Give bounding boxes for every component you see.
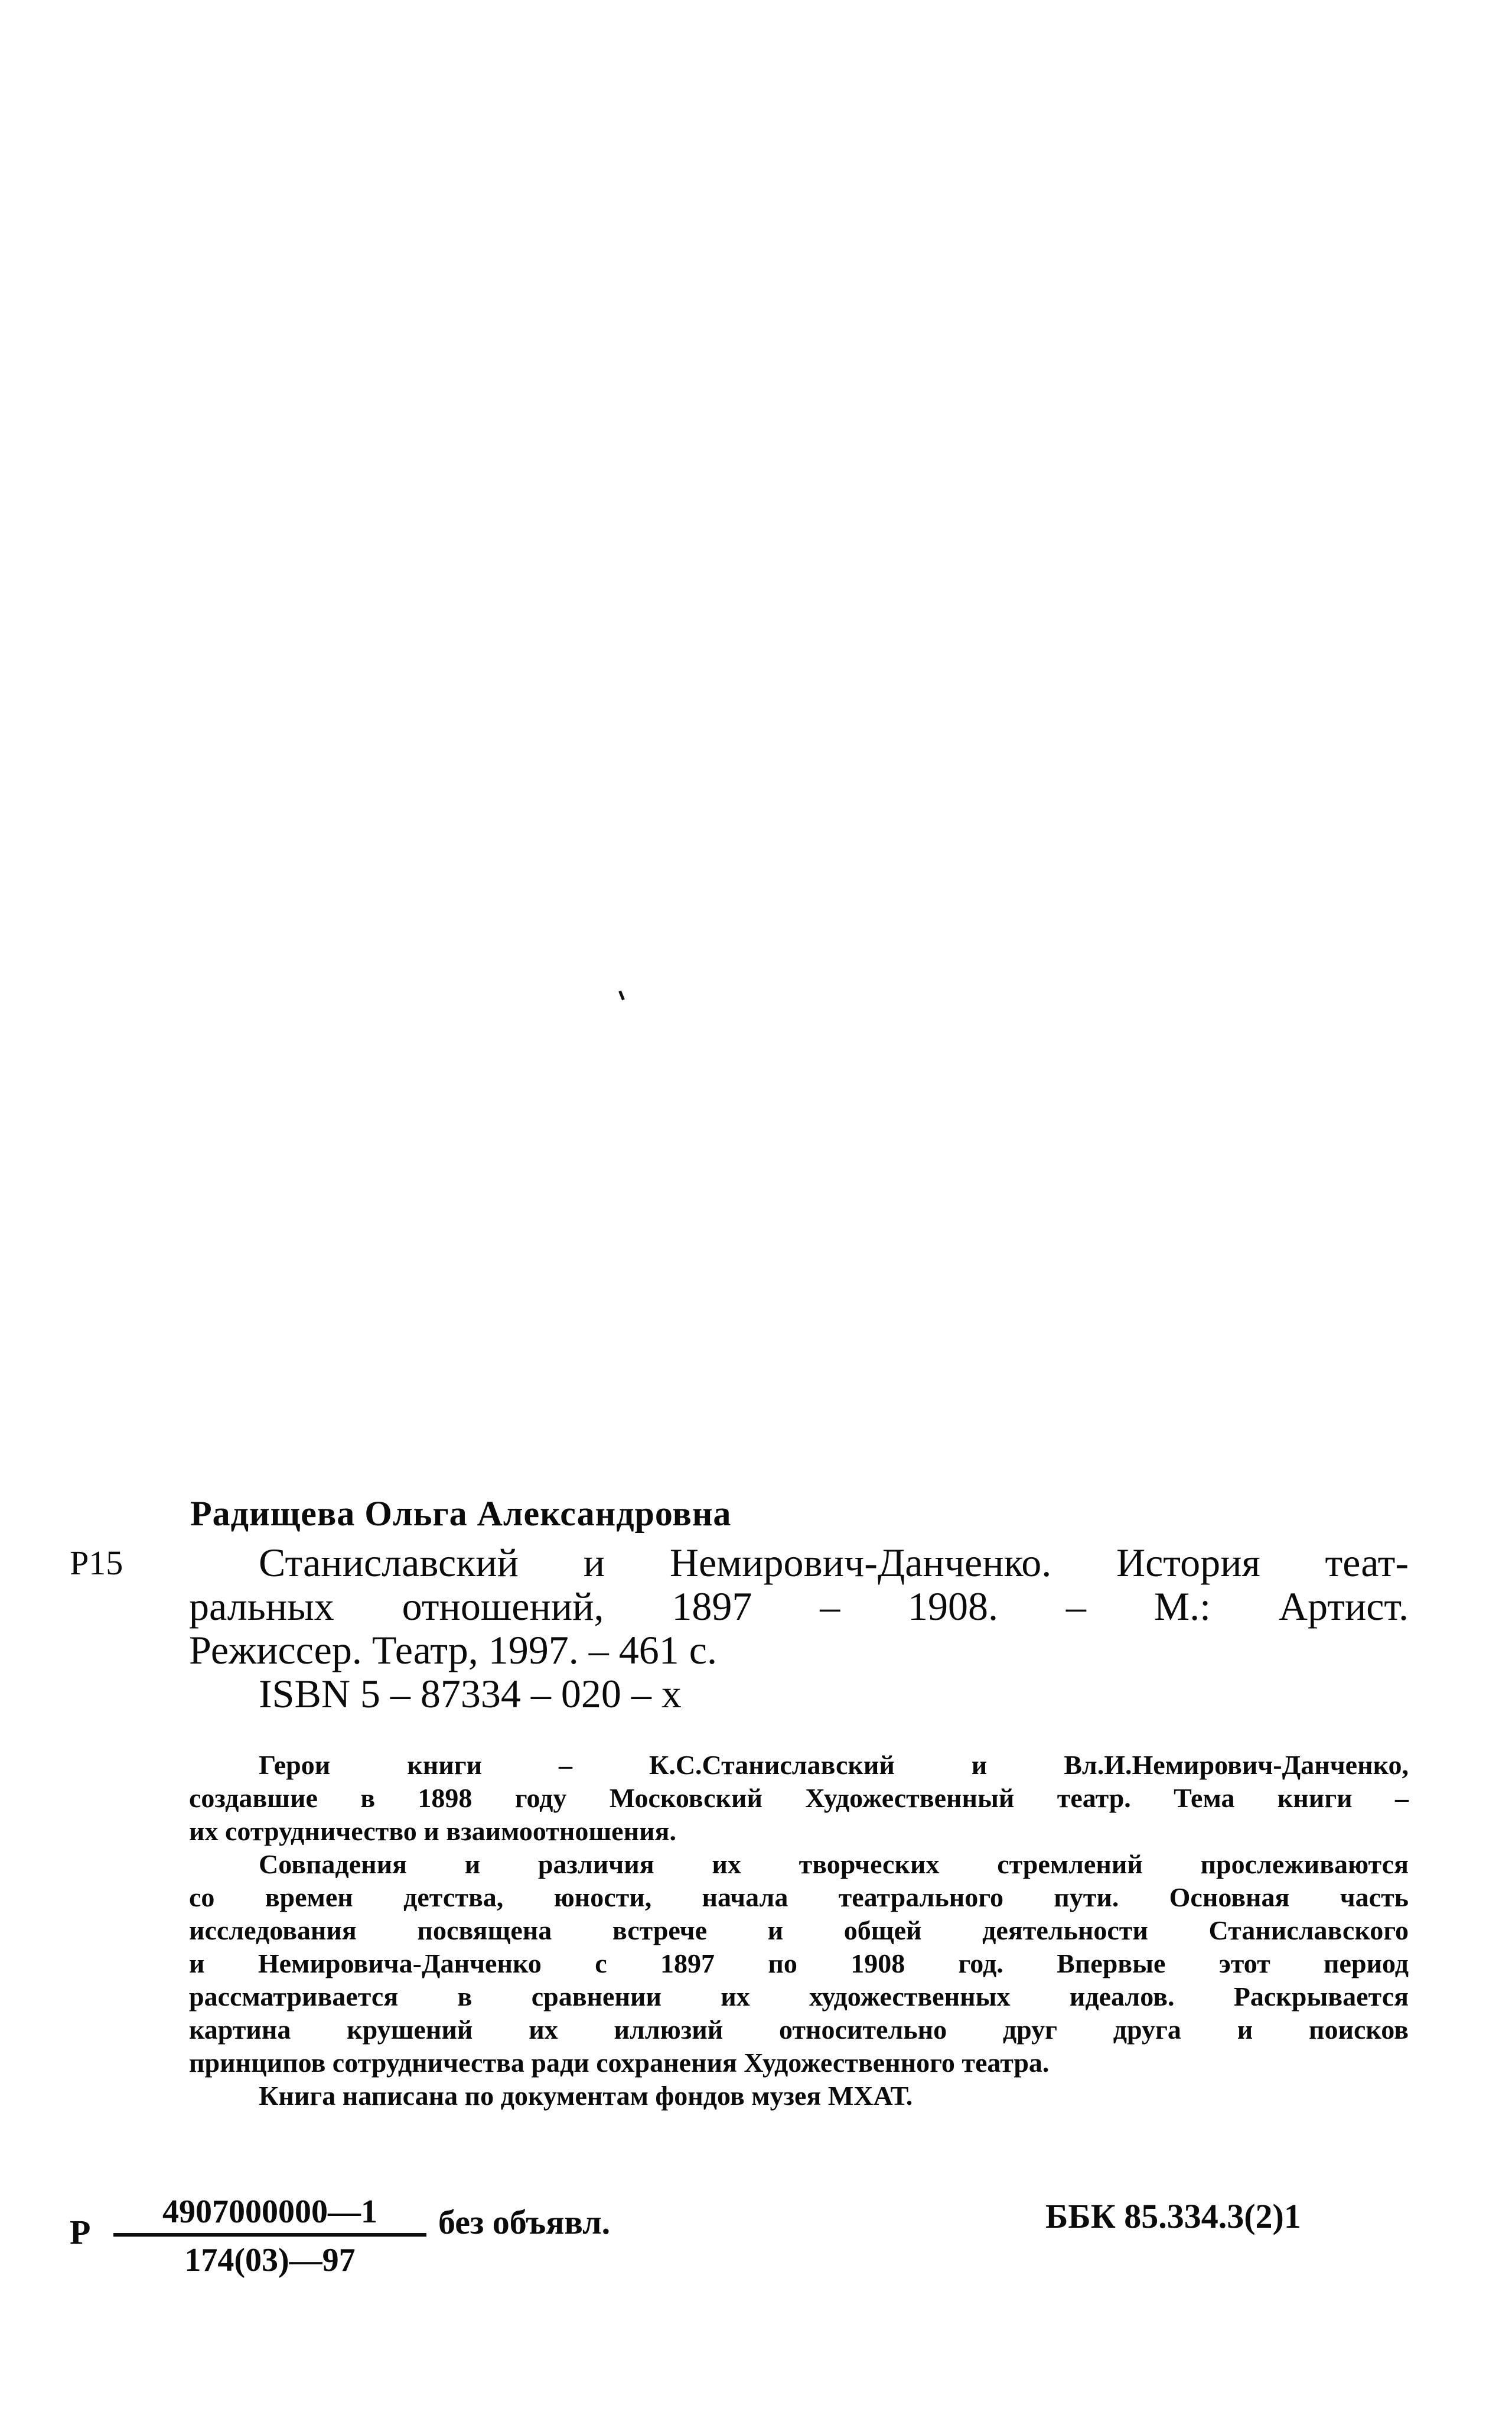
annotation <box>189 1749 1409 2113</box>
annotation-line: создавшие в 1898 году Московский Художественный театр. Тема книги – <box>189 1783 1409 1813</box>
fraction-denominator: 174(03)—97 <box>184 2242 356 2279</box>
annotation-line: Книга написана по документам фондов музея МХАТ. <box>259 2081 913 2111</box>
fraction-numerator: 4907000000—1 <box>113 2192 426 2237</box>
annotation-line: принципов сотрудничества ради сохранения Художественного театра. <box>189 2048 1050 2078</box>
annotation-line: Совпадения и различия их творческих стремлений прослеживаются <box>259 1849 1409 1879</box>
publisher-index-fraction <box>113 2192 426 2280</box>
bbk-code: ББК 85.334.3(2)1 <box>1045 2197 1301 2235</box>
annotation-line: картина крушений их иллюзий относительно друг друга и поисков <box>189 2014 1409 2045</box>
stray-mark <box>618 991 625 1001</box>
classification-code: Р15 <box>70 1544 123 1582</box>
annotation-line: их сотрудничество и взаимоотношения. <box>189 1816 676 1846</box>
annotation-line: исследования посвящена встрече и общей деятельности Станиславского <box>189 1915 1409 1945</box>
isbn: ISBN 5 – 87334 – 020 – х <box>259 1671 682 1716</box>
annotation-line: Герои книги – К.С.Станиславский и Вл.И.Немирович-Данченко, <box>259 1750 1409 1780</box>
bibliographic-record <box>189 1541 1409 1716</box>
annotation-line: и Немировича-Данченко с 1897 по 1908 год. Впервые этот период <box>189 1948 1409 1978</box>
annotation-line: со времен детства, юности, начала театрального пути. Основная часть <box>189 1882 1409 1912</box>
author-name: Радищева Ольга Александровна <box>190 1494 732 1533</box>
bib-line-3: Режиссер. Театр, 1997. – 461 с. <box>189 1628 717 1672</box>
bib-line-2: ральных отношений, 1897 – 1908. – М.: Артист. <box>189 1584 1409 1629</box>
annotation-line: рассматривается в сравнении их художественных идеалов. Раскрывается <box>189 1981 1409 2012</box>
no-announcement-note: без объявл. <box>438 2203 611 2241</box>
publisher-index-letter: Р <box>70 2213 91 2251</box>
bib-line-1: Станиславский и Немирович-Данченко. История теат- <box>259 1540 1409 1585</box>
